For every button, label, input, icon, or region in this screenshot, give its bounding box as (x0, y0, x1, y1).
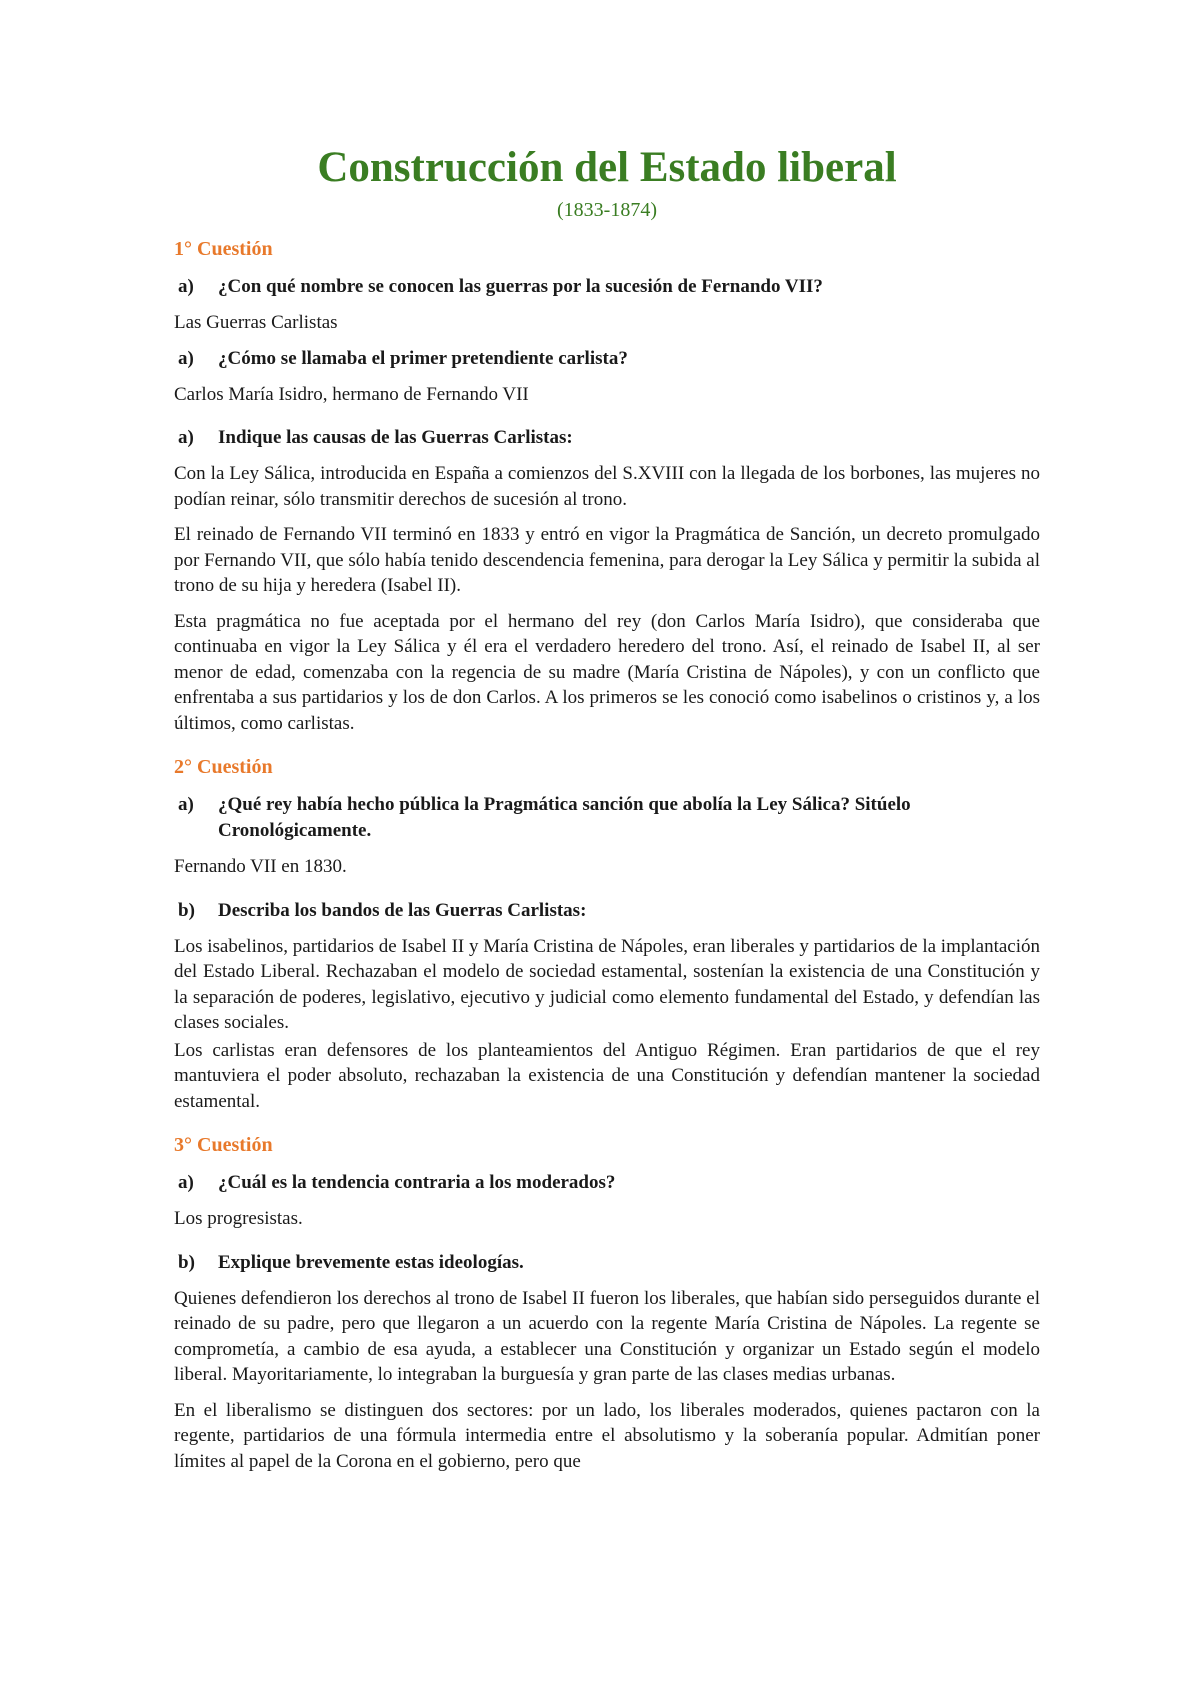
document-title: Construcción del Estado liberal (317, 144, 897, 191)
question-2a (174, 792, 1040, 844)
answer-paragraph: Carlos María Isidro, hermano de Fernando VII (174, 383, 529, 405)
section-heading-3: 3° Cuestión (174, 1134, 273, 1156)
question-2b (174, 898, 1040, 924)
question-marker: a) (178, 794, 194, 815)
answer-paragraph: En el liberalismo se distinguen dos sectores: por un lado, los liberales moderados, quienes pactaron con la regente, partidarios de una fórmula intermedia entre el absolutismo y la soberanía popular. Admitían poner límites al papel de la Corona en el gobierno, pero que (174, 1399, 1040, 1472)
question-text: ¿Qué rey había hecho pública la Pragmática sanción que abolía la Ley Sálica? Sitúelo Cronológicamente. (218, 794, 911, 841)
question-text: Describa los bandos de las Guerras Carlistas: (218, 899, 587, 921)
question-marker: a) (178, 347, 194, 369)
question-marker: a) (178, 276, 194, 297)
answer-paragraph: Fernando VII en 1830. (174, 856, 347, 877)
answer-paragraph: Los carlistas eran defensores de los planteamientos del Antiguo Régimen. Eran partidarios de que el rey mantuviera el poder absoluto, rechazaban la existencia de una Constitución y defendían mantener la sociedad estamental. (174, 1039, 1040, 1112)
document-body (174, 236, 1040, 1484)
question-3b (174, 1250, 1040, 1276)
answer-paragraph: Esta pragmática no fue aceptada por el hermano del rey (don Carlos María Isidro), que consideraba que continuaba en vigor la Ley Sálica y él era el verdadero heredero del trono. Así, el reinado de Isabel II, al ser menor de edad, comenzaba con la regencia de su madre (María Cristina de Nápoles), y con un conflicto que enfrentaba a sus partidarios y los de don Carlos. A los primeros se les conoció como isabelinos o cristinos y, a los últimos, como carlistas. (174, 610, 1040, 734)
answer-paragraph: Quienes defendieron los derechos al trono de Isabel II fueron los liberales, que habían sido perseguidos durante el reinado de su padre, pero que llegaron a un acuerdo con la regente María Cristina de Nápoles. La regente se comprometía, a cambio de esa ayuda, a establecer una Constitución y organizar un Estado según el modelo liberal. Mayoritariamente, lo integraban la burguesía y gran parte de las clases medias urbanas. (174, 1287, 1040, 1385)
question-marker: b) (178, 1251, 195, 1273)
question-3a (174, 1170, 1040, 1196)
answer-paragraph: Las Guerras Carlistas (174, 312, 338, 333)
question-text: ¿Cómo se llamaba el primer pretendiente carlista? (218, 347, 628, 369)
answer-paragraph: El reinado de Fernando VII terminó en 1833 y entró en vigor la Pragmática de Sanción, un decreto promulgado por Fernando VII, que sólo había tenido descendencia femenina, para derogar la Ley Sálica y permitir la subida al trono de su hija y heredera (Isabel II). (174, 524, 1040, 596)
answer-paragraph: Los progresistas. (174, 1208, 303, 1229)
question-marker: b) (178, 899, 195, 921)
question-1a-3 (174, 425, 1040, 451)
section-heading-1: 1° Cuestión (174, 238, 273, 260)
question-text: Indique las causas de las Guerras Carlistas: (218, 427, 573, 448)
document-subtitle: (1833-1874) (557, 199, 657, 221)
answer-paragraph: Con la Ley Sálica, introducida en España a comienzos del S.XVIII con la llegada de los borbones, las mujeres no podían reinar, sólo transmitir derechos de sucesión al trono. (174, 463, 1040, 510)
question-text: ¿Con qué nombre se conocen las guerras por la sucesión de Fernando VII? (218, 276, 823, 297)
section-heading-2: 2° Cuestión (174, 756, 273, 778)
question-1a (174, 274, 1040, 300)
question-marker: a) (178, 1172, 194, 1193)
answer-paragraph: Los isabelinos, partidarios de Isabel II y María Cristina de Nápoles, eran liberales y partidarios de la implantación del Estado Liberal. Rechazaban el modelo de sociedad estamental, sostenían la existencia de una Constitución y la separación de poderes, legislativo, ejecutivo y judicial como elemento fundamental del Estado, y defendían las clases sociales. (174, 935, 1040, 1033)
question-text: Explique brevemente estas ideologías. (218, 1251, 524, 1273)
question-marker: a) (178, 427, 194, 448)
question-text: ¿Cuál es la tendencia contraria a los moderados? (218, 1172, 616, 1193)
question-1a-2 (174, 346, 1040, 372)
